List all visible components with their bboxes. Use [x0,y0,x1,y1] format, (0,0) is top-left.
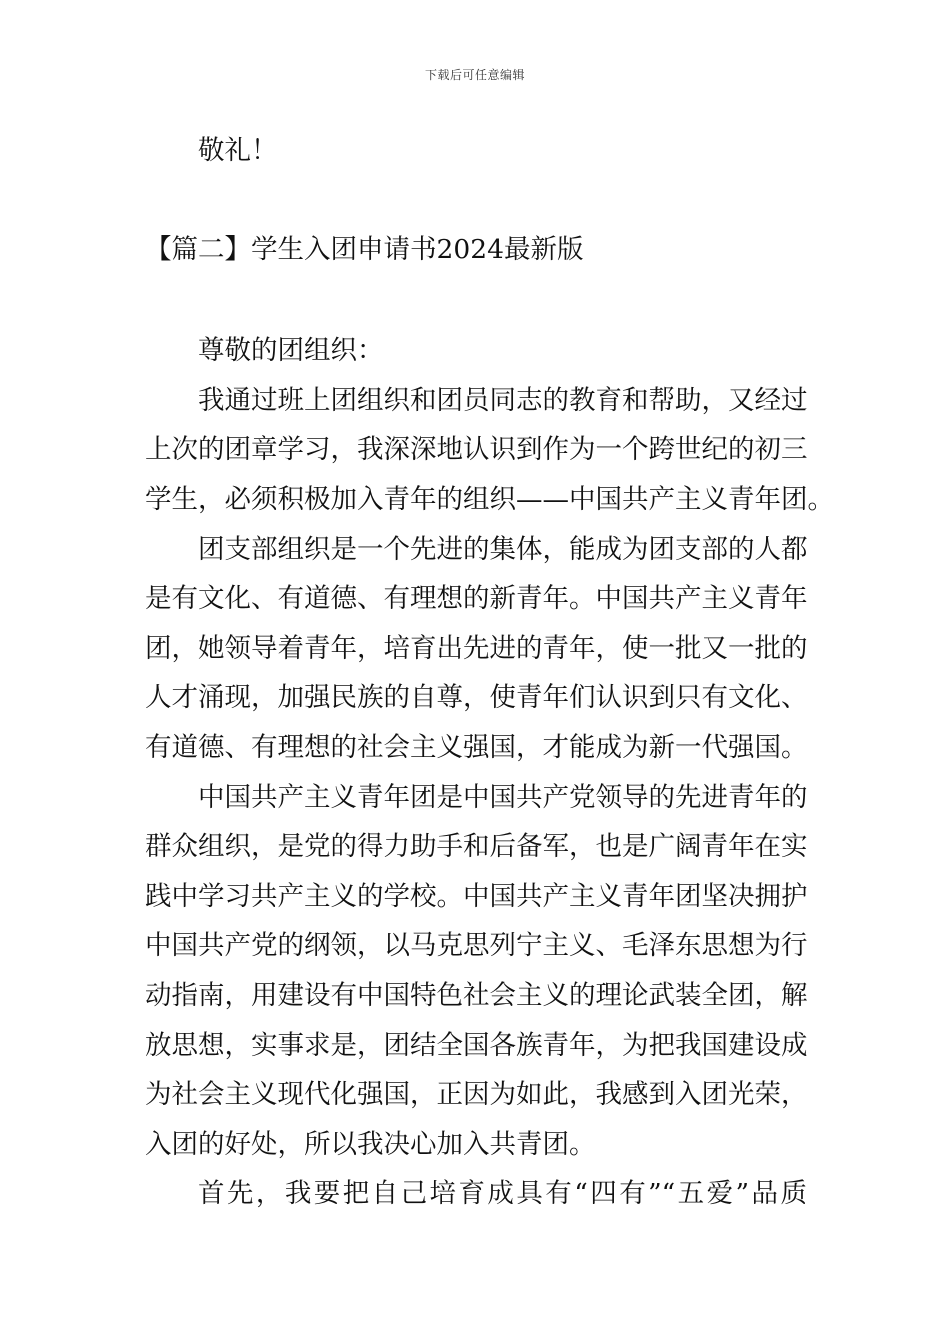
page-header-note: 下载后可任意编辑 [424,68,525,82]
paragraph-line: 群众组织，是党的得力助手和后备军，也是广阔青年在实 [145,831,808,862]
paragraph-line: 有道德、有理想的社会主义强国，才能成为新一代强国。 [145,732,808,763]
paragraph-line: 上次的团章学习，我深深地认识到作为一个跨世纪的初三 [145,434,808,465]
paragraph-line: 入团的好处，所以我决心加入共青团。 [145,1129,596,1160]
paragraph-line: 团支部组织是一个先进的集体，能成为团支部的人都 [198,534,808,565]
section-title: 【篇二】学生入团申请书2024最新版 [145,234,584,265]
paragraph-line: 我通过班上团组织和团员同志的教育和帮助，又经过 [198,385,808,416]
paragraph-line: 中国共产党的纲领，以马克思列宁主义、毛泽东思想为行 [145,930,808,961]
paragraph-line: 是有文化、有道德、有理想的新青年。中国共产主义青年 [145,583,808,614]
paragraph-line: 动指南，用建设有中国特色社会主义的理论武装全团，解 [145,980,808,1011]
salutation: 尊敬的团组织： [198,335,384,366]
paragraph-line: 学生，必须积极加入青年的组织——中国共产主义青年团。 [145,484,834,515]
closing-line: 敬礼！ [198,135,278,166]
paragraph-line: 为社会主义现代化强国，正因为如此，我感到入团光荣， [145,1079,808,1110]
document-body [145,0,834,1344]
paragraph-line: 首先，我要把自己培育成具有“四有”“五爱”品质 [198,1178,807,1209]
paragraph-line: 人才涌现，加强民族的自尊，使青年们认识到只有文化、 [145,682,808,713]
paragraph-line: 践中学习共产主义的学校。中国共产主义青年团坚决拥护 [145,881,808,912]
paragraph-line: 团，她领导着青年，培育出先进的青年，使一批又一批的 [145,633,808,664]
paragraph-line: 放思想，实事求是，团结全国各族青年，为把我国建设成 [145,1030,808,1061]
paragraph-line: 中国共产主义青年团是中国共产党领导的先进青年的 [198,782,808,813]
